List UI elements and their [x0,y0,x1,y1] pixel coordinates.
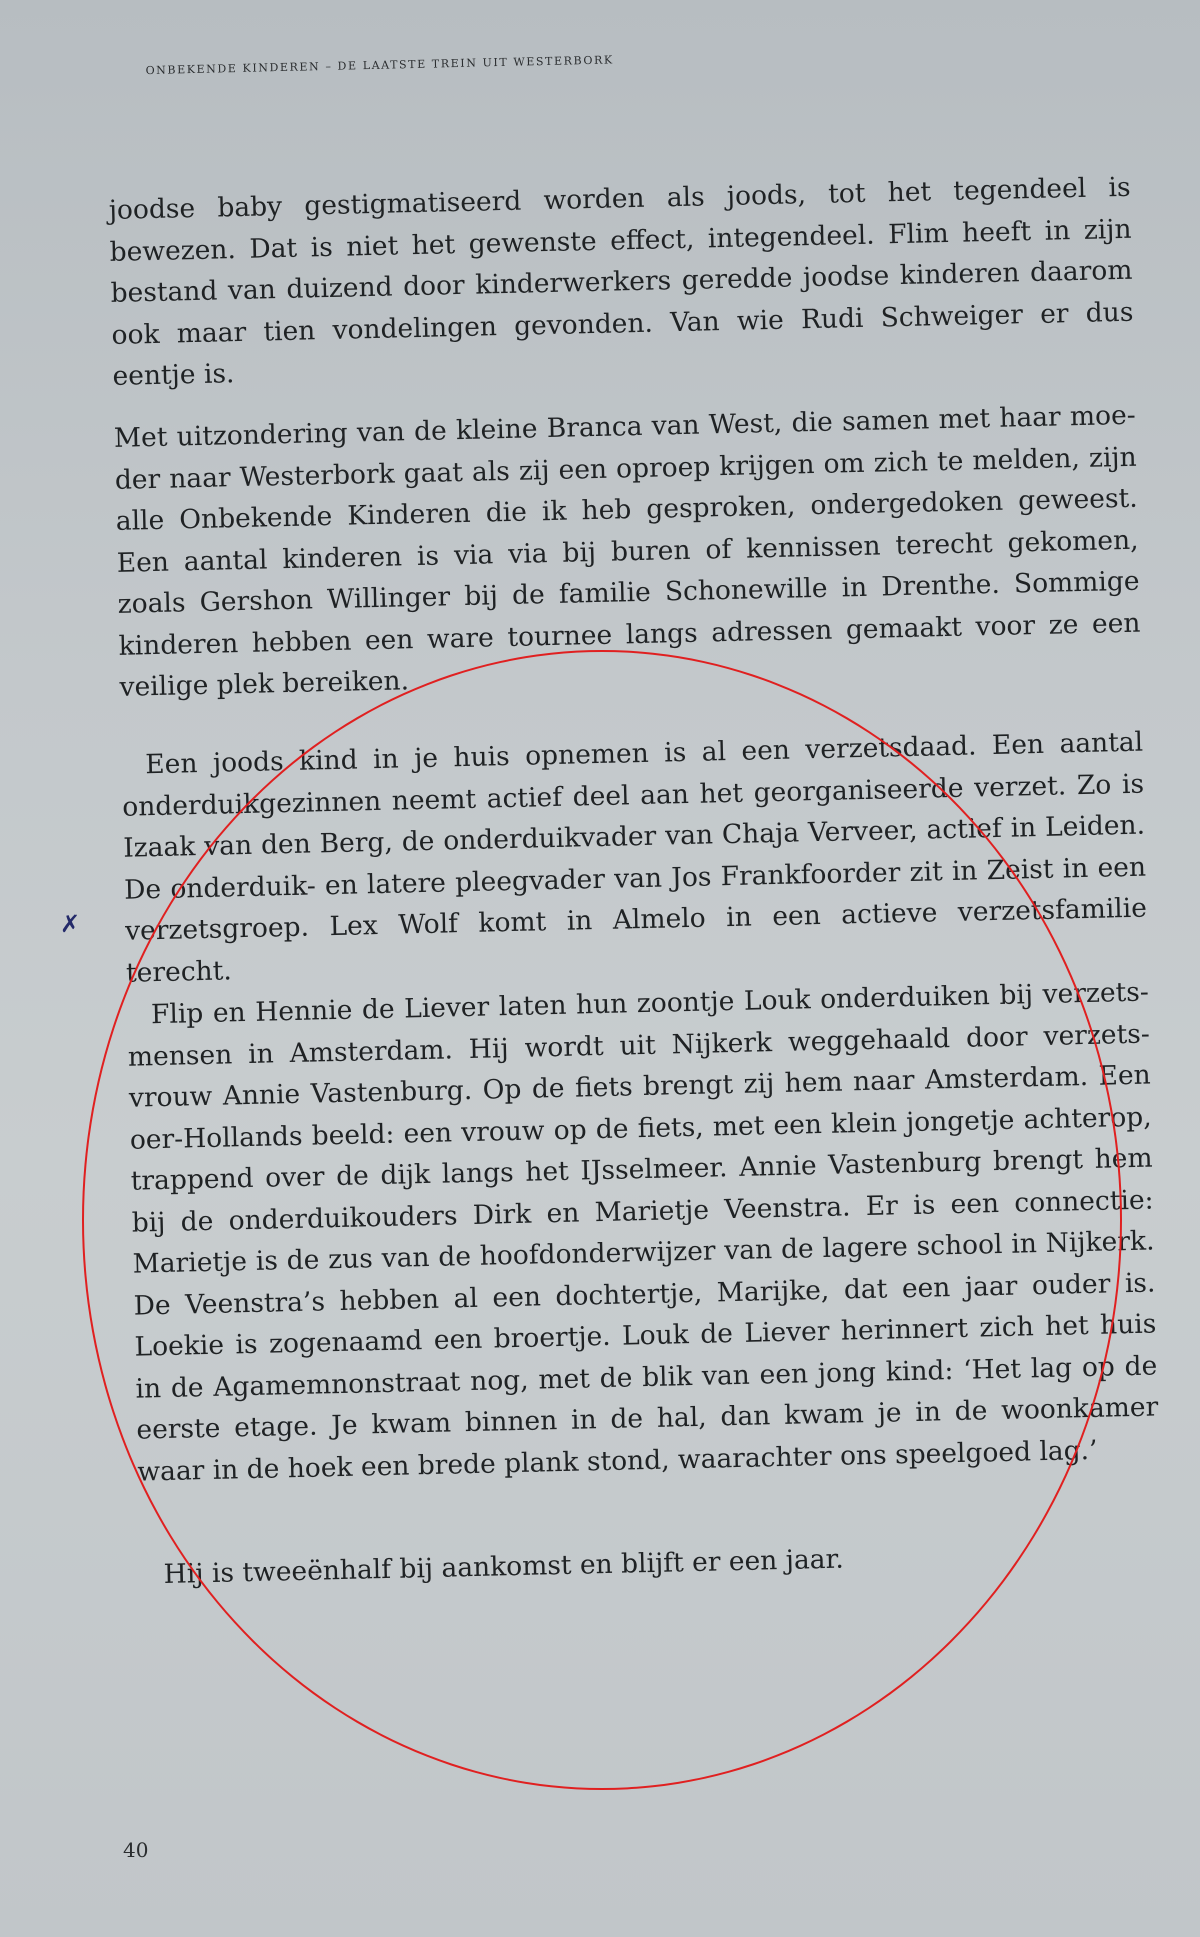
paragraph-4: Flip en Hennie de Liever laten hun zoontje Louk onderduiken bij verzetsmensen in Amsterdam. Hij wordt uit Nijkerk weggehaald door verzetsvrouw Annie Vastenburg. Op de fiets brengt zij hem naar Amsterdam. Een oer-Hollands beeld: een vrouw op de fiets, met een klein jongetje achterop, trappend over de dijk langs het IJsselmeer. Annie Vastenburg brengt hem bij de onderduikouders Dirk en Marietje Veenstra. Er is een connectie: Marietje is de zus van de hoofdonderwijzer van de lagere school in Nijkerk. De Veenstra’s hebben al een dochtertje, Marijke, dat een jaar ouder is. Loekie is zogenaamd een broertje. Louk de Liever herinnert zich het huis in de Agamemnonstraat nog, met de blik van een jong kind: ‘Het lag op de eerste etage. Je kwam binnen in de hal, dan kwam je in de woonkamer waar in de hoek een brede plank stond, waarachter ons speelgoed lag.’ [127,976,1159,1488]
paragraph-1: joodse baby gestigmatiseerd worden als joods, tot het tegendeel is bewezen. Dat is niet het gewenste effect, integendeel. Flim heeft in zijn bestand van duizend door kinderwerkers geredde joodse kinderen daarom ook maar tien vondelingen gevonden. Van wie Rudi Schweiger er dus eentje is. [108,171,1134,392]
running-header: onbekende kinderen – de laatste trein uit westerbork [145,48,614,79]
margin-check-mark-icon: ✗ [60,910,81,938]
paragraph-3: Een joods kind in je huis opnemen is al een verzetsdaad. Een aantal onderduikgezinnen neemt actief deel aan het georganiseerde verzet. Zo is Izaak van den Berg, de onderduikvader van Chaja Verveer, actief in Leiden. De onderduik- en latere pleegvader van Jos Frankfoorder zit in Zeist in een verzetsgroep. Lex Wolf komt in Almelo in een actieve verzetsfamilie terecht. [121,726,1148,989]
paragraph-2: Met uitzondering van de kleine Branca van West, die samen met haar moeder naar Westerbork gaat als zij een oproep krijgen om zich te melden, zijn alle Onbekende Kinderen die ik heb gesproken, ondergedoken geweest. Een aantal kinderen is via via bij buren of kennissen terecht gekomen, zoals Gershon Willinger bij de familie Schonewille in Drenthe. Sommige kinderen hebben een ware tournee langs adressen gemaakt voor ze een veilige plek bereiken. [113,399,1141,703]
paragraph-5: Hij is tweeënhalf bij aankomst en blijft er een jaar. [163,1543,845,1591]
page-number: 40 [123,1838,149,1862]
